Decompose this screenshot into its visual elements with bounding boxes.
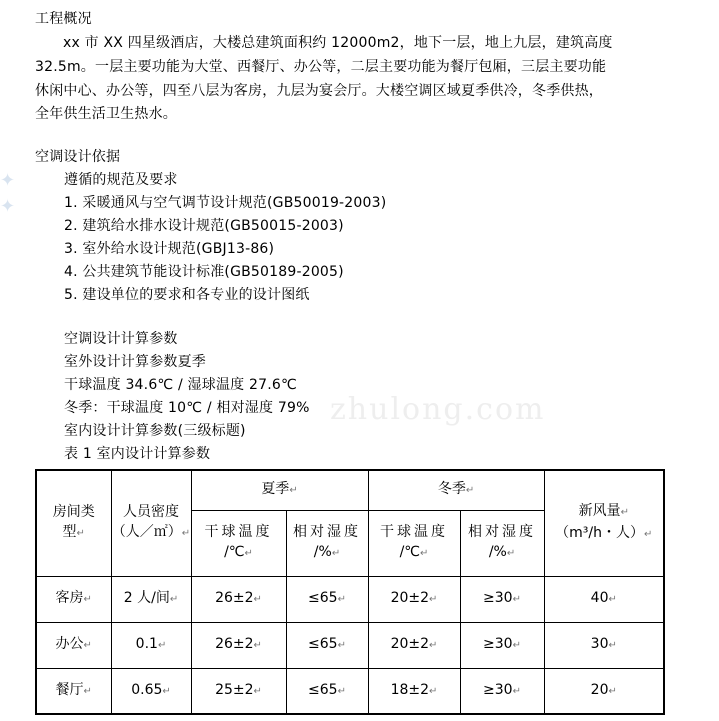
basis-heading: 空调设计依据 xyxy=(35,149,121,165)
indoor-params-table xyxy=(35,469,665,715)
cell-room: 办公↵ xyxy=(36,622,111,668)
summer-values: 干球温度 34.6℃ / 湿球温度 27.6℃ xyxy=(64,377,297,393)
overview-line-2: 32.5m。一层主要功能为大堂、西餐厅、办公等，二层主要功能为餐厅包厢，三层主要功能 xyxy=(35,59,607,75)
cell-room: 餐厅↵ xyxy=(36,668,111,714)
header-room-type: 房间类 型↵ xyxy=(36,470,111,576)
table-row xyxy=(36,622,664,668)
header-winter: 冬季↵ xyxy=(368,470,544,510)
header-summer: 夏季↵ xyxy=(191,470,368,510)
table-row xyxy=(36,576,664,622)
basis-item: 4. 公共建筑节能设计标准(GB50189-2005) xyxy=(64,264,344,280)
cell-summer-temp: 25±2↵ xyxy=(191,668,286,714)
header-summer-dry-bulb: 干球温度 /℃↵ xyxy=(191,510,286,576)
header-winter-rh: 相对湿度 /%↵ xyxy=(460,510,544,576)
winter-values: 冬季：干球温度 10℃ / 相对湿度 79% xyxy=(64,400,310,416)
cell-summer-rh: ≤65↵ xyxy=(286,622,368,668)
cell-summer-temp: 26±2↵ xyxy=(191,576,286,622)
margin-decoration: ✦ ✦ xyxy=(0,170,16,217)
cell-fresh-air: 20↵ xyxy=(544,668,664,714)
overview-line-3: 休闲中心、办公等，四至八层为客房，九层为宴会厅。大楼空调区域夏季供冷，冬季供热， xyxy=(35,83,603,99)
cell-winter-temp: 20±2↵ xyxy=(368,622,460,668)
cell-density: 0.1↵ xyxy=(111,622,191,668)
cell-winter-temp: 18±2↵ xyxy=(368,668,460,714)
cell-fresh-air: 40↵ xyxy=(544,576,664,622)
cell-winter-temp: 20±2↵ xyxy=(368,576,460,622)
indoor-heading: 室内设计计算参数(三级标题) xyxy=(64,423,246,439)
basis-item: 1. 采暖通风与空气调节设计规范(GB50019-2003) xyxy=(64,195,387,211)
outdoor-summer-label: 室外设计计算参数夏季 xyxy=(64,354,206,370)
overview-line-1: xx 市 XX 四星级酒店，大楼总建筑面积约 12000m2，地下一层，地上九层，建筑高度 xyxy=(63,35,613,51)
cell-density: 0.65↵ xyxy=(111,668,191,714)
table-caption: 表 1 室内设计计算参数 xyxy=(64,446,211,462)
header-summer-rh: 相对湿度 /%↵ xyxy=(286,510,368,576)
cell-winter-rh: ≥30↵ xyxy=(460,576,544,622)
basis-item: 3. 室外给水设计规范(GBJ13-86) xyxy=(64,241,275,257)
table-row xyxy=(36,668,664,714)
params-heading: 空调设计计算参数 xyxy=(64,331,178,347)
basis-item: 5. 建设单位的要求和各专业的设计图纸 xyxy=(64,287,310,303)
cell-winter-rh: ≥30↵ xyxy=(460,622,544,668)
header-density: 人员密度 （人／㎡）↵ xyxy=(111,470,191,576)
cell-density: 2 人/间↵ xyxy=(111,576,191,622)
overview-line-4: 全年供生活卫生热水。 xyxy=(35,106,177,122)
watermark: zhulong.com xyxy=(330,392,546,427)
cell-room: 客房↵ xyxy=(36,576,111,622)
header-winter-dry-bulb: 干球温度 /℃↵ xyxy=(368,510,460,576)
cell-summer-temp: 26±2↵ xyxy=(191,622,286,668)
cell-summer-rh: ≤65↵ xyxy=(286,576,368,622)
header-fresh-air: 新风量↵ （m³/h・人）↵ xyxy=(544,470,664,576)
cell-summer-rh: ≤65↵ xyxy=(286,668,368,714)
cell-winter-rh: ≥30↵ xyxy=(460,668,544,714)
basis-item: 2. 建筑给水排水设计规范(GB50015-2003) xyxy=(64,218,344,234)
overview-heading: 工程概况 xyxy=(35,11,92,27)
basis-subheading: 遵循的规范及要求 xyxy=(64,172,178,188)
cell-fresh-air: 30↵ xyxy=(544,622,664,668)
